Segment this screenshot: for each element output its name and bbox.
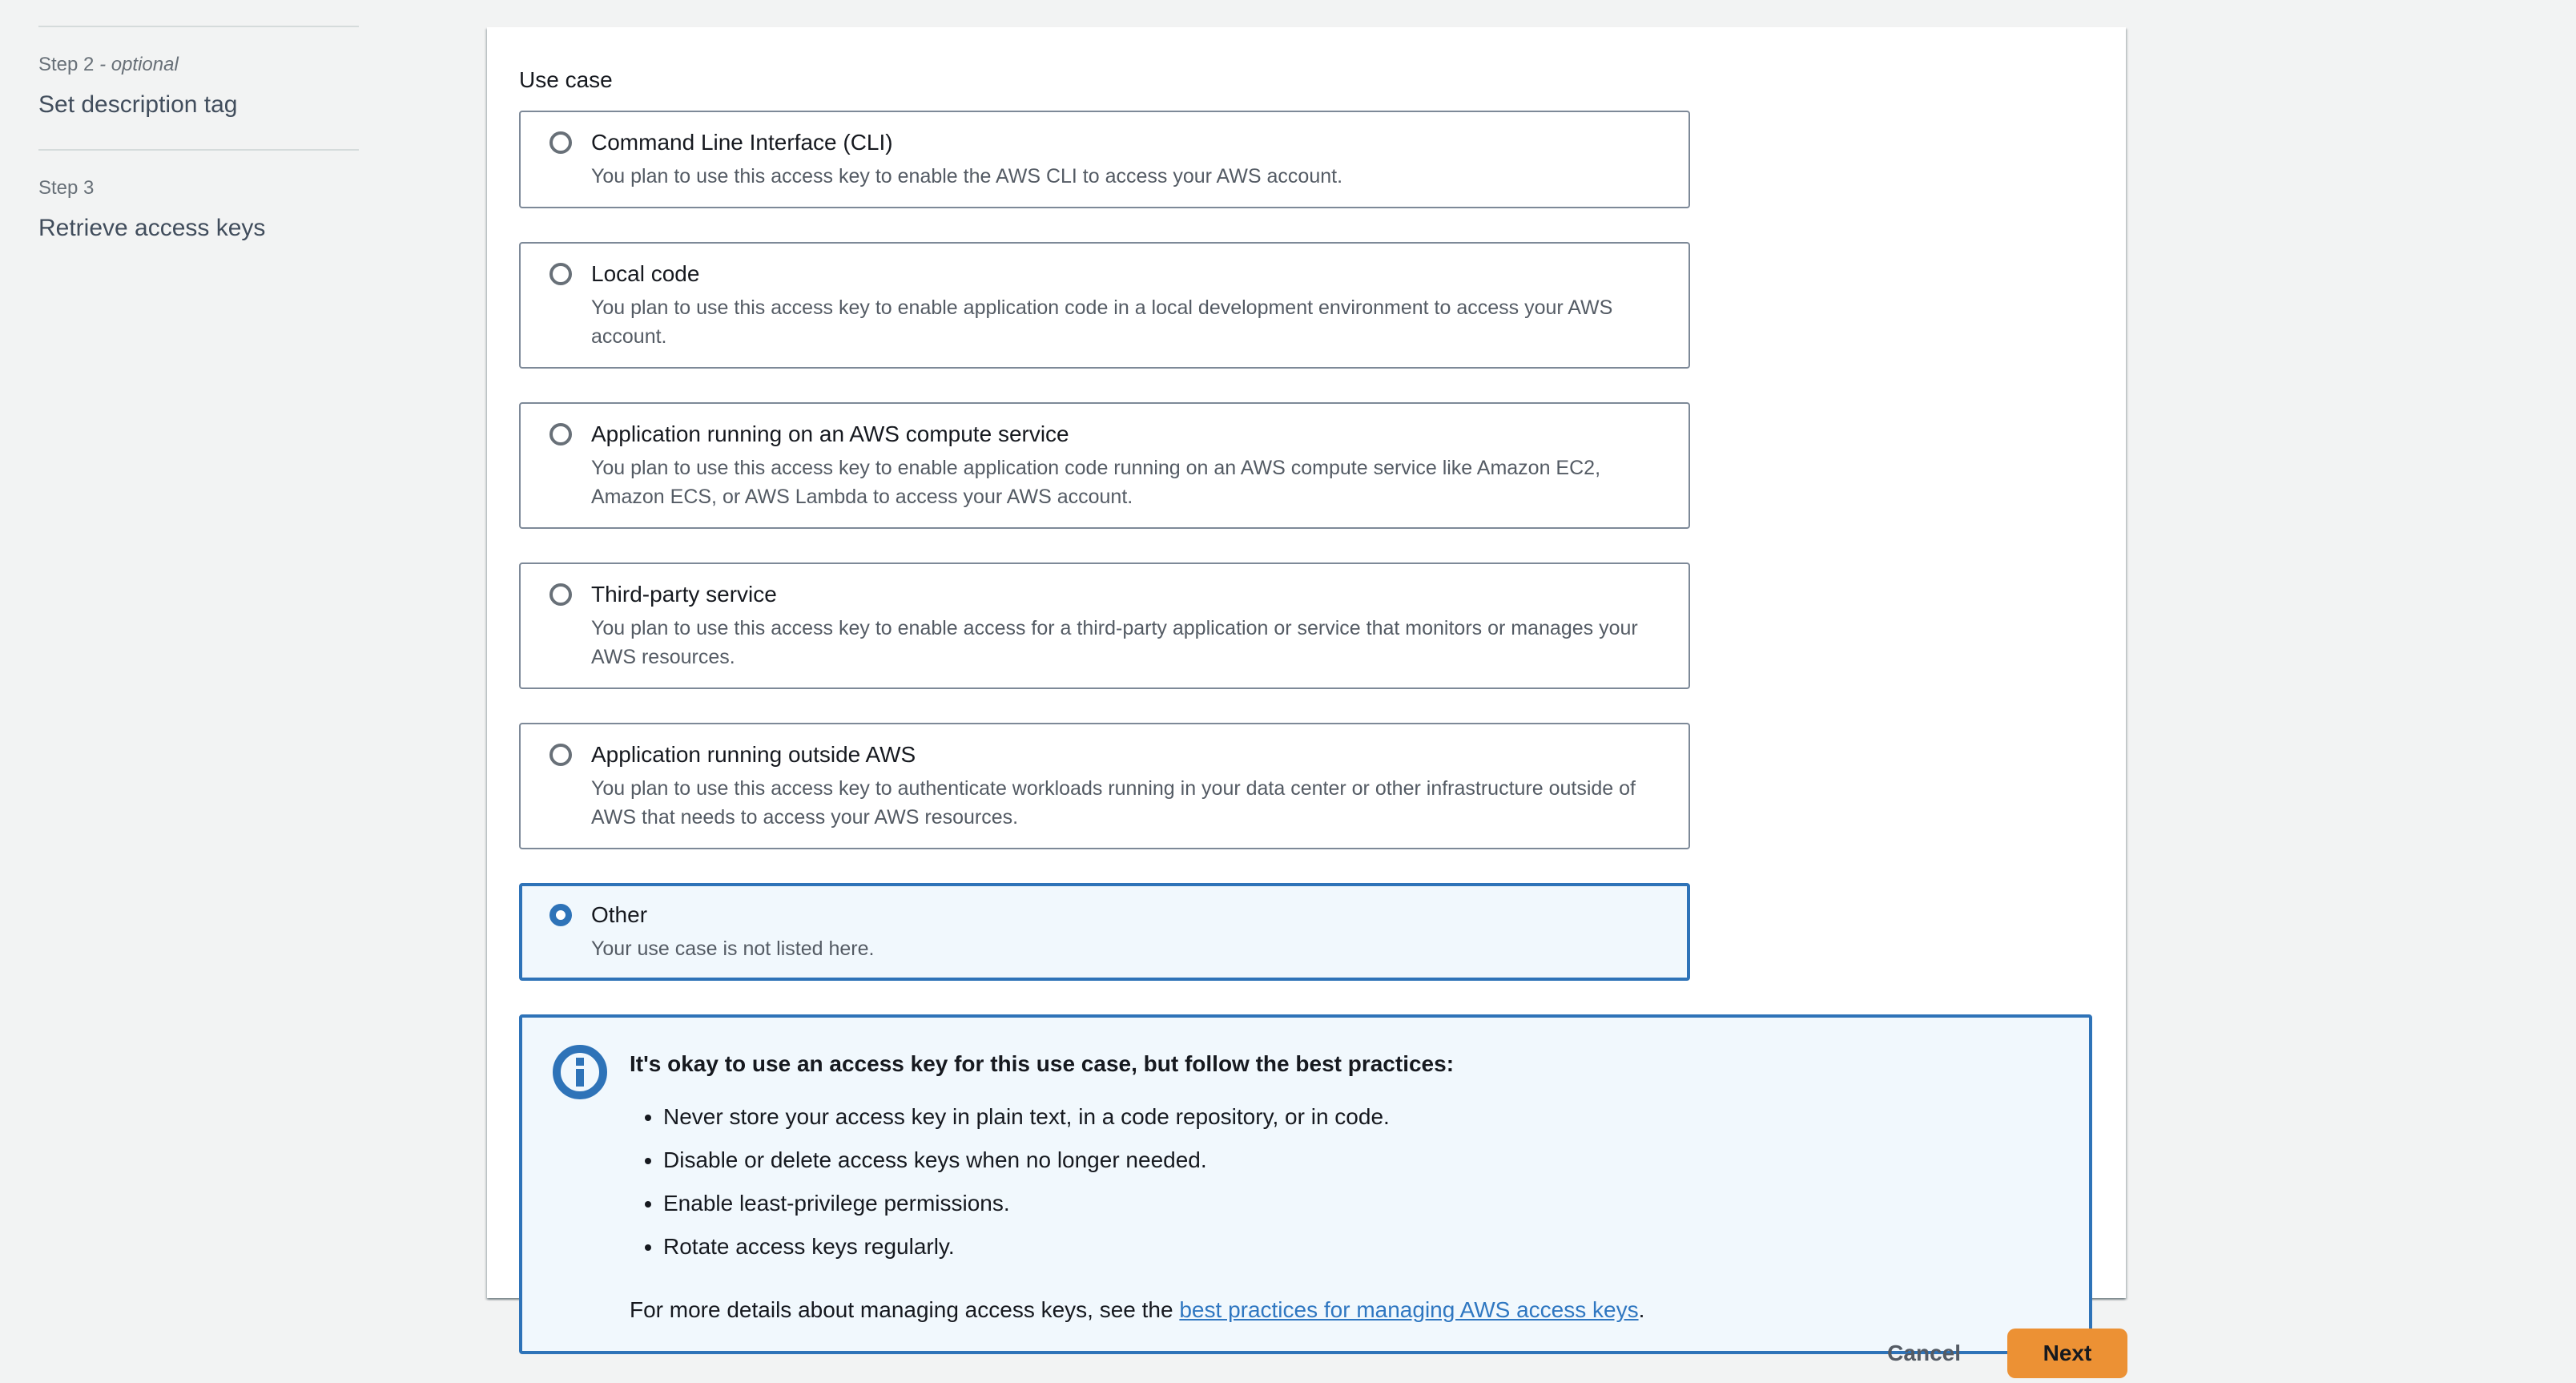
- alert-footer-text: For more details about managing access keys, see the best practices for managing AWS access keys.: [630, 1297, 1645, 1322]
- step-title-set-description-tag[interactable]: Set description tag: [38, 91, 238, 118]
- use-case-panel: [487, 27, 2126, 1322]
- best-practice-item: • Never store your access key in plain text, in a code repository, or in code.: [663, 1103, 1644, 1131]
- tile-text: [591, 739, 1660, 832]
- next-button[interactable]: Next: [2007, 1329, 2127, 1378]
- use-case-section-label: Use case: [519, 67, 613, 92]
- tile-description: You plan to use this access key to enable application code running on an AWS compute service like Amazon EC2, Amazon ECS, or AWS Lambda to access your AWS account.: [591, 457, 1601, 508]
- best-practices-link[interactable]: best practices for managing AWS access keys: [1179, 1297, 1639, 1322]
- radio-button-icon[interactable]: [549, 744, 572, 766]
- step-divider: [38, 26, 359, 27]
- step-number-label: Step 3: [38, 177, 95, 199]
- step-number-label: Step 2 - optional: [38, 54, 179, 75]
- tile-label: Other: [591, 902, 648, 927]
- use-case-option-tile[interactable]: [519, 402, 1690, 529]
- tile-label: Local code: [591, 261, 700, 286]
- tile-text: [591, 899, 874, 963]
- best-practice-item: • Enable least-privilege permissions.: [663, 1189, 1644, 1218]
- step-title-retrieve-access-keys[interactable]: Retrieve access keys: [38, 215, 266, 241]
- use-case-option-tile[interactable]: [519, 242, 1690, 369]
- use-case-option-tile[interactable]: [519, 723, 1690, 849]
- use-case-option-tile[interactable]: [519, 883, 1690, 981]
- radio-button-icon[interactable]: [549, 263, 572, 285]
- radio-button-icon[interactable]: [549, 904, 572, 926]
- radio-button-icon[interactable]: [549, 583, 572, 606]
- tile-description: You plan to use this access key to authenticate workloads running in your data center or other infrastructure outside of AWS that needs to access your AWS resources.: [591, 777, 1636, 829]
- step-optional-label: - optional: [99, 54, 179, 75]
- tile-description: You plan to use this access key to enable access for a third-party application or service that monitors or manages your AWS resources.: [591, 617, 1638, 668]
- tile-description: You plan to use this access key to enable application code in a local development environment to access your AWS account.: [591, 296, 1613, 348]
- best-practice-item: • Rotate access keys regularly.: [663, 1232, 1644, 1261]
- tile-text: [591, 418, 1660, 511]
- info-icon: [553, 1045, 607, 1099]
- wizard-step-2: [38, 53, 359, 120]
- radio-button-icon[interactable]: [549, 423, 572, 446]
- tile-label: Application running on an AWS compute service: [591, 421, 1069, 446]
- step-divider: [38, 149, 359, 151]
- wizard-step-nav: [38, 0, 359, 244]
- alert-body: [630, 1043, 1644, 1325]
- wizard-step-3: [38, 176, 359, 244]
- cancel-button[interactable]: Cancel: [1887, 1341, 1961, 1365]
- tile-label: Command Line Interface (CLI): [591, 130, 893, 155]
- tile-description: You plan to use this access key to enable the AWS CLI to access your AWS account.: [591, 165, 1343, 187]
- tile-description: Your use case is not listed here.: [591, 937, 875, 960]
- tile-label: Application running outside AWS: [591, 742, 916, 767]
- alert-heading: It's okay to use an access key for this use case, but follow the best practices:: [630, 1051, 1455, 1076]
- best-practices-list: [630, 1103, 1644, 1261]
- tile-text: [591, 258, 1660, 351]
- best-practices-info-alert: [519, 1014, 2092, 1354]
- best-practice-item: • Disable or delete access keys when no longer needed.: [663, 1146, 1644, 1175]
- radio-button-icon[interactable]: [549, 131, 572, 154]
- use-case-option-tile[interactable]: [519, 111, 1690, 208]
- tile-text: [591, 127, 1342, 191]
- tile-text: [591, 579, 1660, 671]
- wizard-actions: [487, 1329, 2127, 1378]
- use-case-options: [519, 111, 1690, 981]
- tile-label: Third-party service: [591, 582, 777, 607]
- use-case-option-tile[interactable]: [519, 562, 1690, 689]
